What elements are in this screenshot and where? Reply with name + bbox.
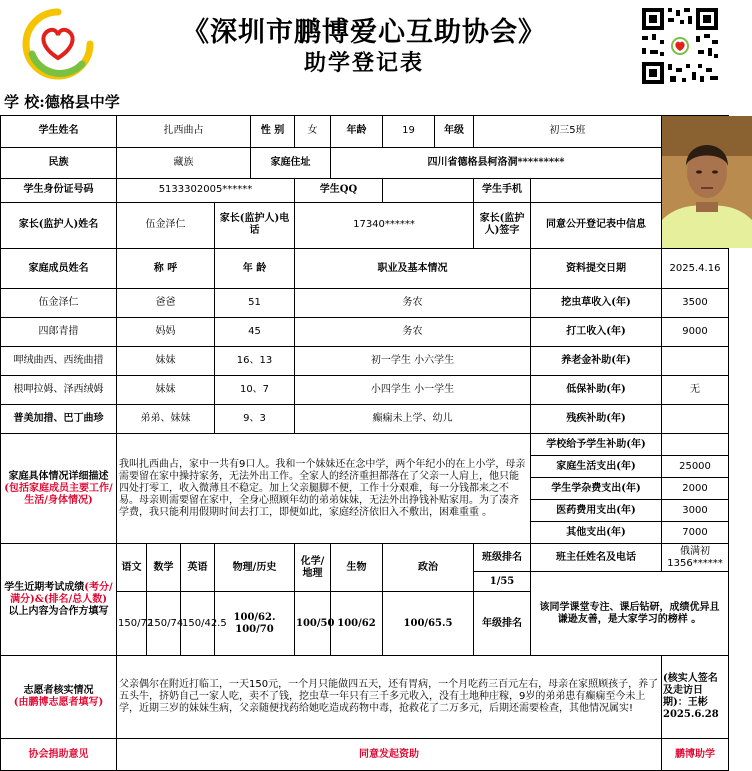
member-relation: 妈妈 xyxy=(117,318,215,347)
score: 150/72 xyxy=(117,592,147,656)
volunteer-label xyxy=(1,656,117,739)
finance-value: 无 xyxy=(662,376,729,405)
grade-label: 年级 xyxy=(435,116,474,148)
exam-label-main: 学生近期考试成绩 xyxy=(4,581,85,593)
id-number: 5133302005****** xyxy=(117,179,295,202)
ethnicity-label: 民族 xyxy=(1,147,117,179)
expense-label: 学生学杂费支出(年) xyxy=(531,478,662,500)
id-label: 学生身份证号码 xyxy=(1,179,117,202)
address-label: 家庭住址 xyxy=(251,147,331,179)
member-name: 四郎青措 xyxy=(1,318,117,347)
guardian-sign-label: 家长(监护人)签字 xyxy=(474,202,531,248)
members-header-name: 家庭成员姓名 xyxy=(1,249,117,289)
family-desc-label-main: 家庭具体情况详细描述 xyxy=(8,470,109,482)
header xyxy=(0,0,728,90)
student-name: 扎西曲占 xyxy=(117,116,251,148)
teacher: 俄满初 1356****** xyxy=(662,544,729,572)
exam-label xyxy=(1,544,117,656)
age: 19 xyxy=(383,116,435,148)
school-subsidy-label: 学校给予学生补助(年) xyxy=(531,434,662,456)
teacher-comment: 该同学课堂专注、课后钻研，成绩优异且谦逊友善，是大家学习的榜样 。 xyxy=(531,572,729,656)
form-title: 《深圳市鹏博爱心互助协会》 xyxy=(182,17,546,48)
member-relation: 妹妹 xyxy=(117,376,215,405)
student-name-label: 学生姓名 xyxy=(1,116,117,148)
gender-label: 性 别 xyxy=(251,116,295,148)
family-desc-label xyxy=(1,434,117,544)
member-name: 伍金泽仁 xyxy=(1,289,117,318)
finance-label: 挖虫草收入(年) xyxy=(531,289,662,318)
school-subsidy xyxy=(662,434,729,456)
class-rank-label: 班级排名 xyxy=(474,544,531,572)
qq xyxy=(383,179,474,202)
registration-form xyxy=(0,115,729,771)
member-age: 51 xyxy=(215,289,295,318)
members-header-age: 年 龄 xyxy=(215,249,295,289)
member-name: 普美加措、巴丁曲珍 xyxy=(1,405,117,434)
finance-value xyxy=(662,347,729,376)
finance-label: 养老金补助(年) xyxy=(531,347,662,376)
subject-header: 政治 xyxy=(383,544,474,592)
score: 150/74 xyxy=(147,592,181,656)
volunteer-label-note: (由鹏博志愿者填写) xyxy=(13,697,104,708)
subject-header: 英语 xyxy=(181,544,215,592)
guardian-consent: 同意公开登记表中信息 xyxy=(531,202,662,248)
expense-label: 医药费用支出(年) xyxy=(531,500,662,522)
student-photo xyxy=(662,116,729,249)
guardian-name-label: 家长(监护人)姓名 xyxy=(1,202,117,248)
address: 四川省德格县柯洛洞********* xyxy=(331,147,662,179)
finance-value xyxy=(662,405,729,434)
finance-label: 低保补助(年) xyxy=(531,376,662,405)
qq-label: 学生QQ xyxy=(295,179,383,202)
form-subtitle: 助学登记表 xyxy=(303,50,424,76)
subject-header: 语文 xyxy=(117,544,147,592)
member-name: 根呷拉姆、泽西绒姆 xyxy=(1,376,117,405)
decision-value: 同意发起资助 xyxy=(117,739,662,771)
family-desc-text: 我叫扎西曲占，家中一共有9口人。我和一个妹妹还在念中学，两个年纪小的在上小学，母亲需要留在家中操持家务，无法外出工作。全家人的经济重担都落在了父亲一人肩上，他只能四处打零工，收入微薄且不稳定。加上父亲腿脚不便，工作十分艰难，每一分钱都来之不易。母亲则需要留在家中，全身心照顾年幼的弟弟妹妹，无法外出挣钱补贴家用。为了凑齐学费，我只能利用假期时间去打工，即便如此，家庭经济依旧入不敷出，困难重重 。 xyxy=(117,434,531,544)
student-photo-image xyxy=(662,116,752,248)
member-age: 10、7 xyxy=(215,376,295,405)
guardian-name: 伍金泽仁 xyxy=(117,202,215,248)
member-age: 45 xyxy=(215,318,295,347)
member-occupation: 小四学生 小一学生 xyxy=(295,376,531,405)
member-relation: 弟弟、妹妹 xyxy=(117,405,215,434)
decision-label: 协会捐助意见 xyxy=(1,739,117,771)
verifier-signature: (核实人签名及走访日期)：王彬 2025.6.28 xyxy=(662,656,729,739)
score: 100/62. 100/70 xyxy=(215,592,295,656)
score: 150/42.5 xyxy=(181,592,215,656)
expense-value: 25000 xyxy=(662,456,729,478)
members-header-occupation: 职业及基本情况 xyxy=(295,249,531,289)
members-header-relation: 称 呼 xyxy=(117,249,215,289)
member-name: 呷绒曲西、西统曲措 xyxy=(1,347,117,376)
expense-label: 家庭生活支出(年) xyxy=(531,456,662,478)
submit-date-label: 资料提交日期 xyxy=(531,249,662,289)
submit-date: 2025.4.16 xyxy=(662,249,729,289)
guardian-phone-label: 家长(监护人)电话 xyxy=(215,202,295,248)
score: 100/62 xyxy=(331,592,383,656)
guardian-phone: 17340****** xyxy=(295,202,474,248)
expense-label: 其他支出(年) xyxy=(531,522,662,544)
class-rank: 1/55 xyxy=(474,572,531,592)
finance-value: 9000 xyxy=(662,318,729,347)
finance-label: 残疾补助(年) xyxy=(531,405,662,434)
exam-label-note: (考分/满分)&(排名/总人数) xyxy=(10,581,113,605)
expense-value: 3000 xyxy=(662,500,729,522)
member-occupation: 癫痫未上学、幼儿 xyxy=(295,405,531,434)
grade-rank-label: 年级排名 xyxy=(474,592,531,656)
finance-value: 3500 xyxy=(662,289,729,318)
expense-value: 2000 xyxy=(662,478,729,500)
score: 100/65.5 xyxy=(383,592,474,656)
qr-code-icon xyxy=(640,6,720,86)
member-relation: 爸爸 xyxy=(117,289,215,318)
ethnicity: 藏族 xyxy=(117,147,251,179)
grade: 初三5班 xyxy=(474,116,662,148)
member-occupation: 务农 xyxy=(295,318,531,347)
member-occupation: 初一学生 小六学生 xyxy=(295,347,531,376)
expense-value: 7000 xyxy=(662,522,729,544)
org-signature: 鹏博助学 xyxy=(662,739,729,771)
subject-header: 生物 xyxy=(331,544,383,592)
subject-header: 数学 xyxy=(147,544,181,592)
phone-label: 学生手机 xyxy=(474,179,531,202)
subject-header: 化学/地理 xyxy=(295,544,331,592)
phone xyxy=(531,179,662,202)
score: 100/50 xyxy=(295,592,331,656)
age-label: 年龄 xyxy=(331,116,383,148)
member-age: 9、3 xyxy=(215,405,295,434)
family-desc-label-note: (包括家庭成员主要工作/生活/身体情况) xyxy=(4,482,113,506)
teacher-label: 班主任姓名及电话 xyxy=(531,544,662,572)
volunteer-text: 父亲偶尔在附近打临工，一天150元，一个月只能做四五天，还有胃病，一个月吃药三百元左右，母亲在家照顾孩子，养了五头牛，挤奶自己一家人吃，卖不了钱，挖虫草一年只有三千多元收入，没有土地种庄稼，9岁的弟弟患有癫痫至今未上学，近期三岁的妹妹生病，父亲随便找药给她吃造成药物中毒，抢救花了二万多元，后期还需要检查，其他情况属实! xyxy=(117,656,662,739)
member-occupation: 务农 xyxy=(295,289,531,318)
exam-label-filler: 以上内容为合作方填写 xyxy=(8,605,109,617)
member-age: 16、13 xyxy=(215,347,295,376)
volunteer-label-main: 志愿者核实情况 xyxy=(23,685,94,696)
subject-header: 物理/历史 xyxy=(215,544,295,592)
finance-label: 打工收入(年) xyxy=(531,318,662,347)
gender: 女 xyxy=(295,116,331,148)
member-relation: 妹妹 xyxy=(117,347,215,376)
school-name: 学 校:德格县中学 xyxy=(4,93,120,111)
